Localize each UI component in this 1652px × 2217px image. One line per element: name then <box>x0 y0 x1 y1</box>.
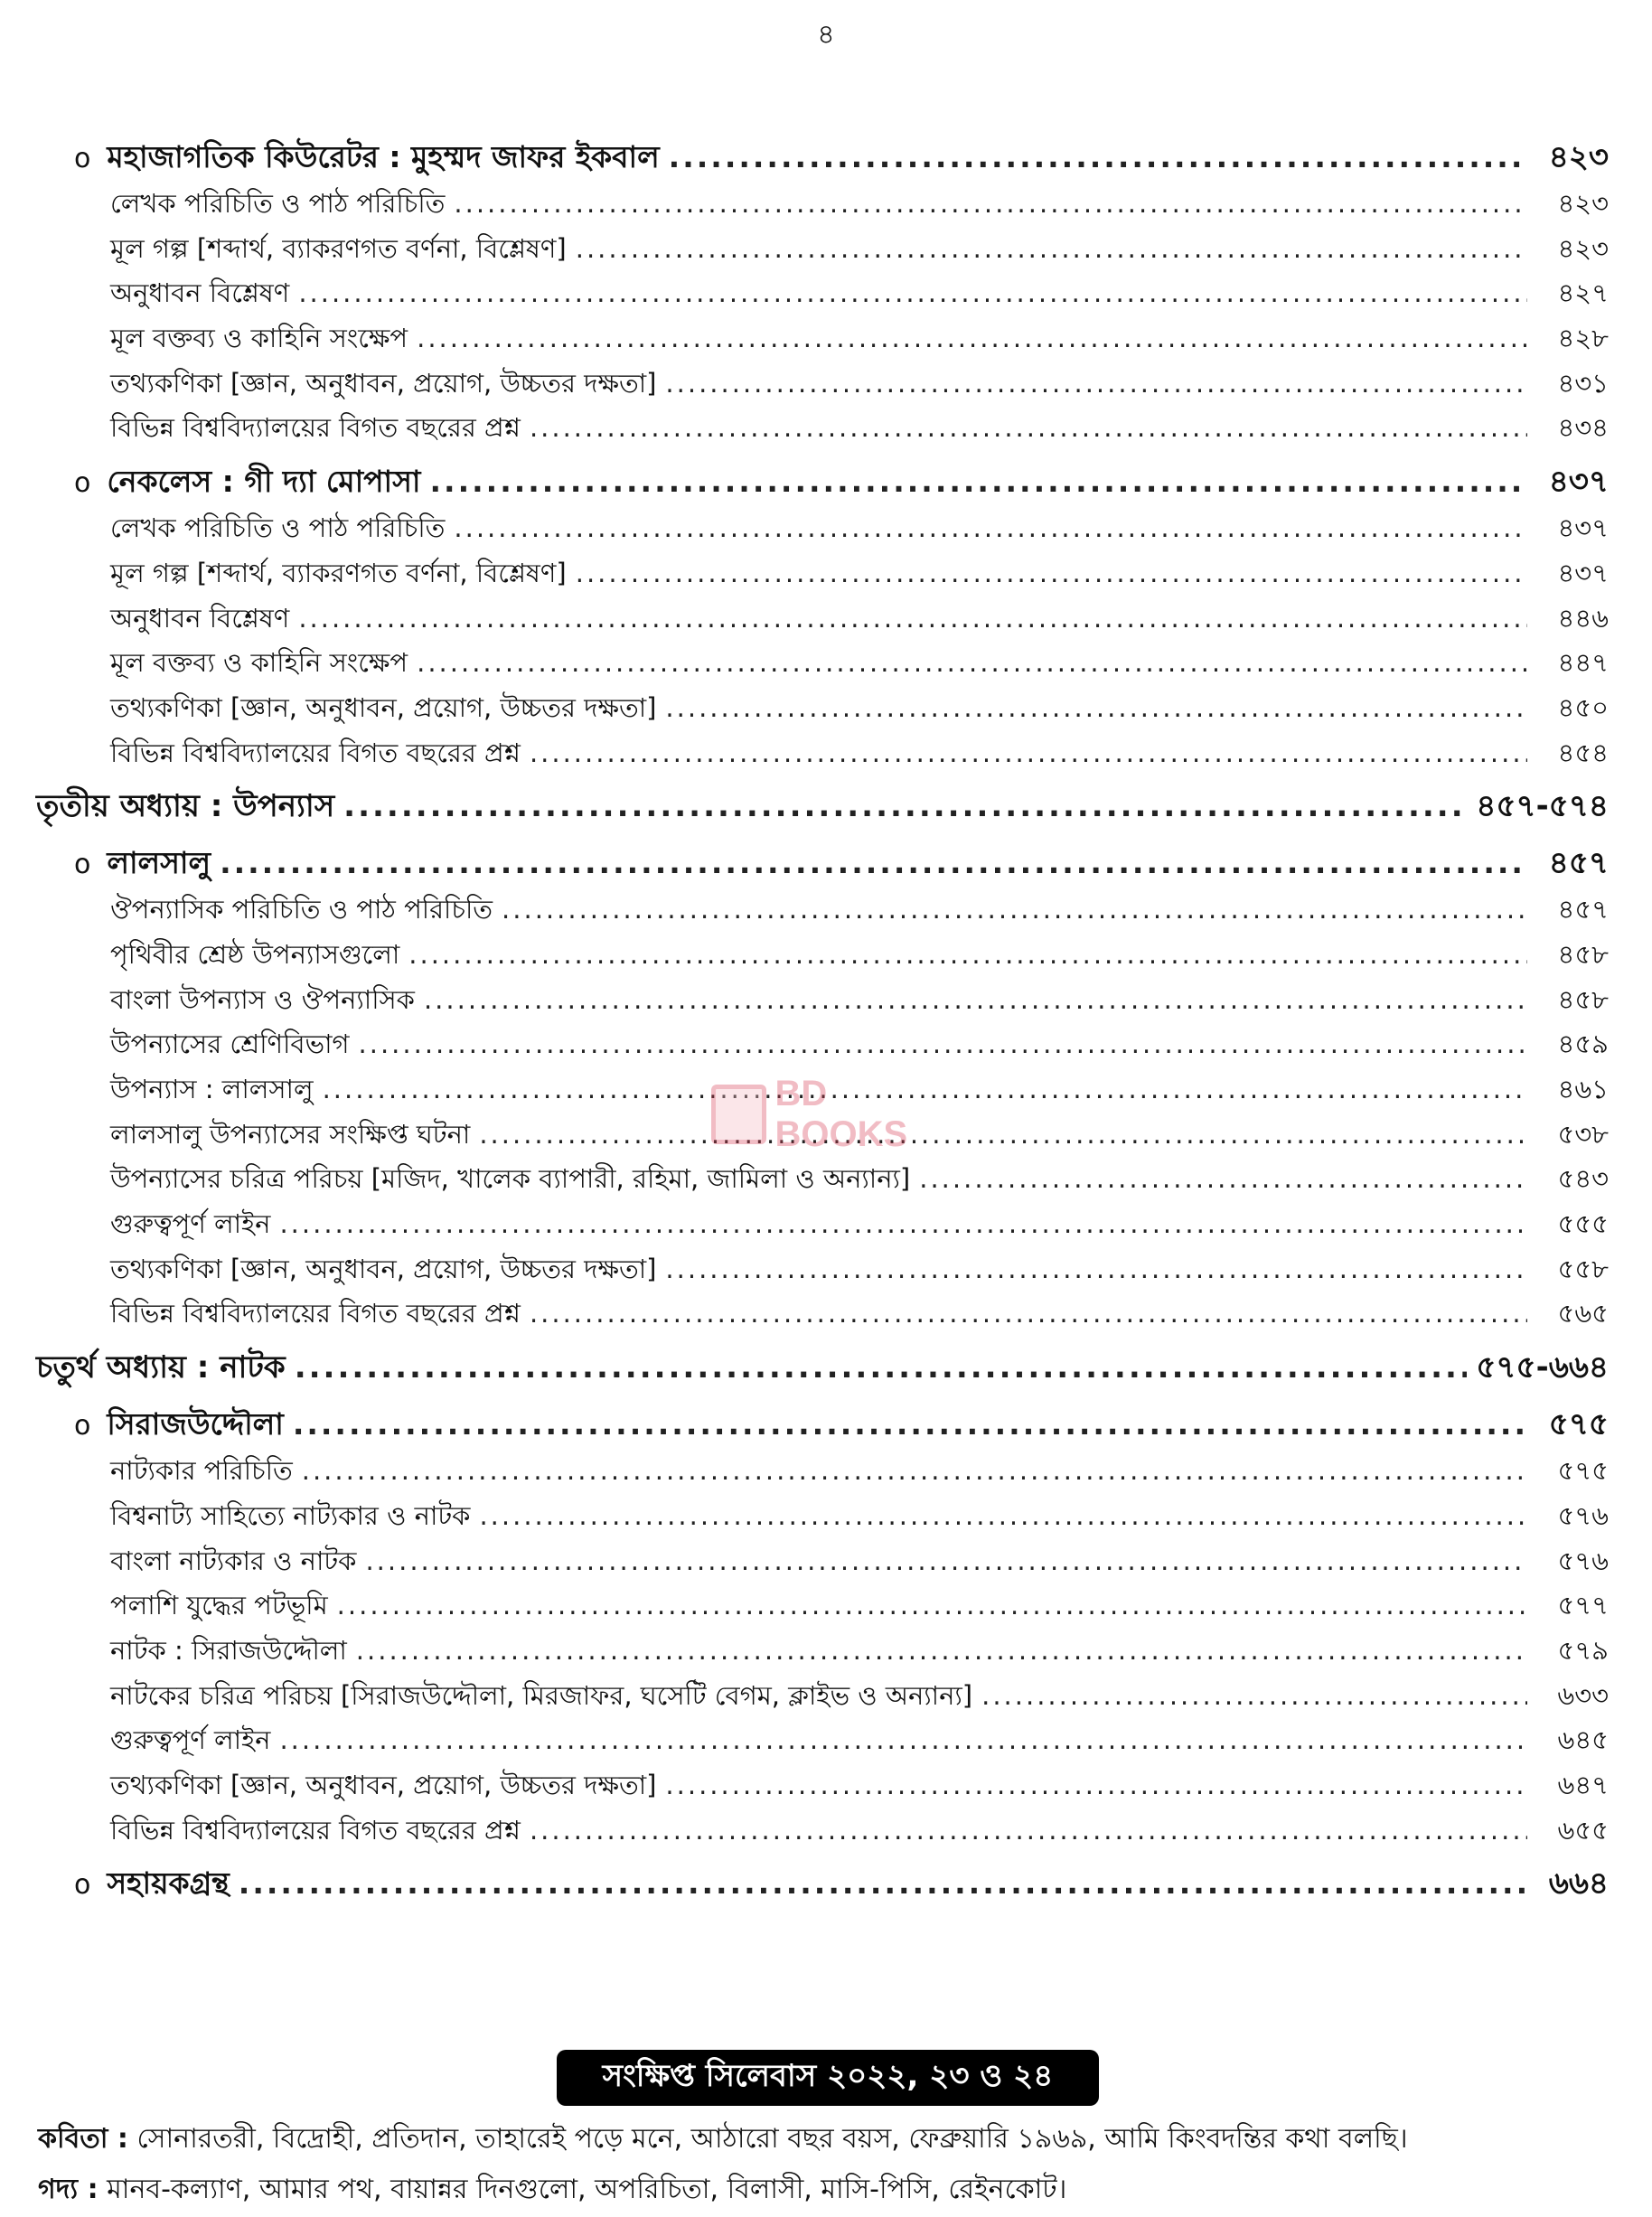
dot-leader <box>981 1680 1527 1711</box>
toc-entry-page: ৪৫৮ <box>1557 938 1609 970</box>
toc-entry-page: ৪৩৭ <box>1557 512 1609 544</box>
toc-entry-page: ৪৫৭ <box>1548 845 1609 882</box>
bullet-icon: o <box>74 143 91 174</box>
toc-entry-title: নাটক : সিরাজউদ্দৌলা <box>110 1634 347 1666</box>
toc-entry-title: বাংলা নাট্যকার ও নাটক <box>110 1545 357 1576</box>
toc-entry-title: মূল গল্প [শব্দার্থ, ব্যাকরণগত বর্ণনা, বিশ্লেষণ] <box>110 557 567 588</box>
toc-sub-row <box>36 1293 1609 1339</box>
toc-sub-row <box>36 1810 1609 1855</box>
toc-entry-page: ৪২৭ <box>1557 277 1609 309</box>
toc-entry-page: ৪৩১ <box>1557 367 1609 399</box>
toc-entry-title: উপন্যাসের চরিত্র পরিচয় [মজিদ, খালেক ব্যাপারী, রহিমা, জামিলা ও অন্যান্য] <box>110 1163 911 1195</box>
dot-leader <box>279 1724 1527 1755</box>
prose-list: মানব-কল্যাণ, আমার পথ, বায়ান্নর দিনগুলো, অপরিচিতা, বিলাসী, মাসি-পিসি, রেইনকোট। <box>107 2174 1067 2205</box>
toc-entry-page: ৪৩৪ <box>1557 412 1609 444</box>
toc-entry-title: গুরুত্বপূর্ণ লাইন <box>110 1724 271 1756</box>
toc-entry-page: ৪৫৪ <box>1557 737 1609 768</box>
toc-sub-row <box>36 273 1609 318</box>
page-number: ৪ <box>817 19 835 51</box>
toc-entry-title: মূল গল্প [শব্দার্থ, ব্যাকরণগত বর্ণনা, বিশ্লেষণ] <box>110 232 567 264</box>
toc-entry-page: ৪৪৬ <box>1557 602 1609 634</box>
toc-sub-row <box>36 688 1609 733</box>
toc-sub-row <box>36 318 1609 363</box>
toc-entry-title: অনুধাবন বিশ্লেষণ <box>110 602 290 634</box>
dot-leader <box>502 894 1527 925</box>
toc-entry-page: ৪৬১ <box>1557 1074 1609 1104</box>
toc-entry-title: ঔপন্যাসিক পরিচিতি ও পাঠ পরিচিতি <box>110 894 493 925</box>
dot-leader <box>220 845 1527 880</box>
toc-story-row <box>36 134 1609 183</box>
toc-entry-page: ৬৪৫ <box>1557 1724 1609 1756</box>
toc-entry-title: বিভিন্ন বিশ্ববিদ্যালয়ের বিগত বছরের প্রশ্ন <box>110 412 521 444</box>
dot-leader <box>239 1865 1527 1901</box>
toc-sub-row <box>36 1676 1609 1721</box>
toc-sub-row <box>36 363 1609 409</box>
dot-leader <box>302 1455 1527 1486</box>
toc-entry-title: অনুধাবন বিশ্লেষণ <box>110 277 290 309</box>
dot-leader <box>665 1770 1527 1800</box>
toc-entry-page: ৫৫৫ <box>1557 1208 1609 1240</box>
toc-entry-title: মূল বক্তব্য ও কাহিনি সংক্ষেপ <box>110 647 408 679</box>
toc-sub-row <box>36 935 1609 980</box>
toc-story-row <box>36 458 1609 508</box>
dot-leader <box>295 1349 1468 1386</box>
toc-sub-row <box>36 643 1609 688</box>
syllabus-poetry <box>38 2117 1629 2163</box>
toc-entry-page: ৫৭৬ <box>1557 1545 1609 1576</box>
toc-entry-title: বিভিন্ন বিশ্ববিদ্যালয়ের বিগত বছরের প্রশ্ন <box>110 1814 521 1846</box>
dot-leader <box>665 692 1527 723</box>
toc-entry-page: ৪২৩ <box>1557 188 1609 219</box>
toc-sub-row <box>36 183 1609 229</box>
prose-label: গদ্য : <box>38 2174 99 2205</box>
toc-sub-row <box>36 553 1609 598</box>
toc-sub-row <box>36 733 1609 778</box>
dot-leader <box>365 1545 1527 1576</box>
toc-sub-row <box>36 1249 1609 1294</box>
toc-entry-title: নাট্যকার পরিচিতি <box>110 1455 293 1487</box>
toc-entry-page: ৫৭৫-৬৬৪ <box>1476 1349 1609 1386</box>
toc-entry-title: লেখক পরিচিতি ও পাঠ পরিচিতি <box>110 512 446 544</box>
toc-sub-row <box>36 980 1609 1025</box>
dot-leader <box>359 1029 1527 1059</box>
toc-sub-row <box>36 598 1609 643</box>
dot-leader <box>665 368 1527 399</box>
toc-entry-title: বিভিন্ন বিশ্ববিদ্যালয়ের বিগত বছরের প্রশ্ন <box>110 1298 521 1329</box>
dot-leader <box>417 647 1527 678</box>
dot-leader <box>408 939 1527 970</box>
dot-leader <box>530 1815 1527 1846</box>
table-of-contents <box>36 128 1609 1910</box>
dot-leader <box>279 1208 1527 1239</box>
dot-leader <box>337 1590 1527 1620</box>
toc-entry-page: ৪৫৮ <box>1557 983 1609 1015</box>
toc-sub-row <box>36 1630 1609 1676</box>
toc-chapter-row <box>36 783 1609 834</box>
toc-entry-title: তথ্যকণিকা [জ্ঞান, অনুধাবন, প্রয়োগ, উচ্চতর দক্ষতা] <box>110 1253 657 1284</box>
toc-entry-title: পলাশি যুদ্ধের পটভূমি <box>110 1590 328 1621</box>
book-logo-icon <box>711 1085 766 1144</box>
toc-chapter-row <box>36 1344 1609 1395</box>
toc-entry-title: গুরুত্বপূর্ণ লাইন <box>110 1208 271 1240</box>
toc-entry-title: তথ্যকণিকা [জ্ঞান, অনুধাবন, প্রয়োগ, উচ্চতর দক্ষতা] <box>110 1769 657 1800</box>
toc-sub-row <box>36 1765 1609 1810</box>
syllabus-heading: সংক্ষিপ্ত সিলেবাস ২০২২, ২৩ ও ২৪ <box>557 2050 1099 2106</box>
toc-story-row <box>36 840 1609 889</box>
toc-story-row <box>36 1860 1609 1910</box>
toc-sub-row <box>36 229 1609 274</box>
toc-entry-title: সিরাজউদ্দৌলা <box>107 1406 284 1442</box>
toc-entry-page: ৬৫৫ <box>1557 1814 1609 1846</box>
dot-leader <box>479 1500 1527 1531</box>
dot-leader <box>454 188 1527 219</box>
dot-leader <box>479 1119 1527 1150</box>
dot-leader <box>530 1298 1527 1329</box>
toc-sub-row <box>36 1451 1609 1496</box>
toc-entry-title: পৃথিবীর শ্রেষ্ঠ উপন্যাসগুলো <box>110 938 400 970</box>
toc-entry-page: ৪৩৭ <box>1548 464 1609 501</box>
toc-entry-title: বাংলা উপন্যাস ও ঔপন্যাসিক <box>110 983 415 1015</box>
toc-entry-page: ৪৪৭ <box>1557 647 1609 679</box>
toc-entry-page: ৬৪৭ <box>1557 1769 1609 1800</box>
toc-entry-title: উপন্যাস : লালসালু <box>110 1074 314 1104</box>
toc-entry-title: নেকলেস : গী দ্যা মোপাসা <box>107 464 421 500</box>
toc-entry-title: সহায়কগ্রন্থ <box>107 1865 230 1902</box>
toc-entry-page: ৫৬৫ <box>1557 1298 1609 1329</box>
toc-sub-row <box>36 1720 1609 1765</box>
toc-entry-page: ৪৩৭ <box>1557 557 1609 588</box>
toc-entry-page: ৪৫৭-৫৭৪ <box>1476 788 1609 825</box>
toc-entry-page: ৪২৩ <box>1548 139 1609 175</box>
dot-leader <box>665 1254 1527 1284</box>
watermark-text: BD BOOKS <box>774 1074 908 1154</box>
bullet-icon: o <box>74 849 91 881</box>
toc-entry-title: লালসালু উপন্যাসের সংক্ষিপ্ত ঘটনা <box>110 1118 471 1150</box>
bullet-icon: o <box>74 467 91 500</box>
bullet-icon: o <box>74 1410 91 1442</box>
toc-sub-row <box>36 1496 1609 1541</box>
toc-entry-page: ৪৫৭ <box>1557 894 1609 925</box>
toc-entry-title: মহাজাগতিক কিউরেটর : মুহম্মদ জাফর ইকবাল <box>107 139 660 174</box>
toc-sub-row <box>36 1159 1609 1204</box>
toc-sub-row <box>36 1024 1609 1069</box>
toc-entry-page: ৫৭৫ <box>1548 1406 1609 1443</box>
dot-leader <box>919 1163 1527 1194</box>
dot-leader <box>669 139 1527 174</box>
toc-entry-title: বিভিন্ন বিশ্ববিদ্যালয়ের বিগত বছরের প্রশ্ন <box>110 737 521 768</box>
toc-sub-row <box>36 1585 1609 1630</box>
watermark <box>711 1074 964 1155</box>
toc-sub-row <box>36 508 1609 553</box>
toc-entry-title: চতুর্থ অধ্যায় : নাটক <box>36 1349 286 1386</box>
toc-entry-title: উপন্যাসের শ্রেণিবিভাগ <box>110 1029 350 1060</box>
toc-entry-page: ৫৭৯ <box>1557 1634 1609 1666</box>
toc-sub-row <box>36 1204 1609 1249</box>
toc-entry-page: ৪৫৯ <box>1557 1029 1609 1060</box>
dot-leader <box>356 1635 1527 1666</box>
toc-entry-page: ৫৪৩ <box>1557 1163 1609 1195</box>
dot-leader <box>343 788 1467 824</box>
dot-leader <box>430 464 1527 499</box>
toc-entry-page: ৫৭৫ <box>1557 1455 1609 1487</box>
toc-sub-row <box>36 1541 1609 1586</box>
toc-entry-page: ৪২৮ <box>1557 323 1609 354</box>
toc-entry-title: নাটকের চরিত্র পরিচয় [সিরাজউদ্দৌলা, মিরজাফর, ঘসেটি বেগম, ক্লাইভ ও অন্যান্য] <box>110 1679 973 1711</box>
syllabus-prose <box>38 2167 1629 2213</box>
dot-leader <box>298 277 1527 308</box>
poetry-list: সোনারতরী, বিদ্রোহী, প্রতিদান, তাহারেই পড়ে মনে, আঠারো বছর বয়স, ফেব্রুয়ারি ১৯৬৯, আমি কিংবদন্তির কথা বলছি। <box>136 2123 1408 2155</box>
toc-entry-page: ৪৫০ <box>1557 691 1609 723</box>
toc-entry-page: ৫৭৬ <box>1557 1499 1609 1531</box>
bullet-icon: o <box>74 1869 91 1902</box>
dot-leader <box>576 558 1527 588</box>
toc-entry-title: তৃতীয় অধ্যায় : উপন্যাস <box>36 788 335 825</box>
poetry-label: কবিতা : <box>38 2123 128 2155</box>
toc-entry-page: ৫৫৮ <box>1557 1253 1609 1284</box>
toc-entry-page: ৬৬৪ <box>1548 1865 1609 1902</box>
toc-sub-row <box>36 889 1609 935</box>
dot-leader <box>298 603 1527 634</box>
toc-story-row <box>36 1401 1609 1451</box>
dot-leader <box>530 412 1527 443</box>
dot-leader <box>576 233 1527 264</box>
toc-entry-page: ৬৩৩ <box>1557 1679 1609 1711</box>
dot-leader <box>293 1406 1527 1442</box>
toc-entry-title: বিশ্বনাট্য সাহিত্যে নাট্যকার ও নাটক <box>110 1499 471 1531</box>
dot-leader <box>417 323 1527 353</box>
toc-entry-title: লালসালু <box>107 845 211 881</box>
toc-entry-page: ৫৩৮ <box>1557 1118 1609 1150</box>
toc-entry-page: ৪২৩ <box>1557 232 1609 264</box>
dot-leader <box>424 984 1527 1015</box>
toc-entry-title: তথ্যকণিকা [জ্ঞান, অনুধাবন, প্রয়োগ, উচ্চতর দক্ষতা] <box>110 367 657 399</box>
toc-sub-row <box>36 408 1609 453</box>
toc-entry-page: ৫৭৭ <box>1557 1590 1609 1621</box>
toc-entry-title: লেখক পরিচিতি ও পাঠ পরিচিতি <box>110 188 446 219</box>
toc-entry-title: মূল বক্তব্য ও কাহিনি সংক্ষেপ <box>110 323 408 354</box>
dot-leader <box>454 512 1527 543</box>
toc-entry-title: তথ্যকণিকা [জ্ঞান, অনুধাবন, প্রয়োগ, উচ্চতর দক্ষতা] <box>110 691 657 723</box>
dot-leader <box>530 737 1527 768</box>
